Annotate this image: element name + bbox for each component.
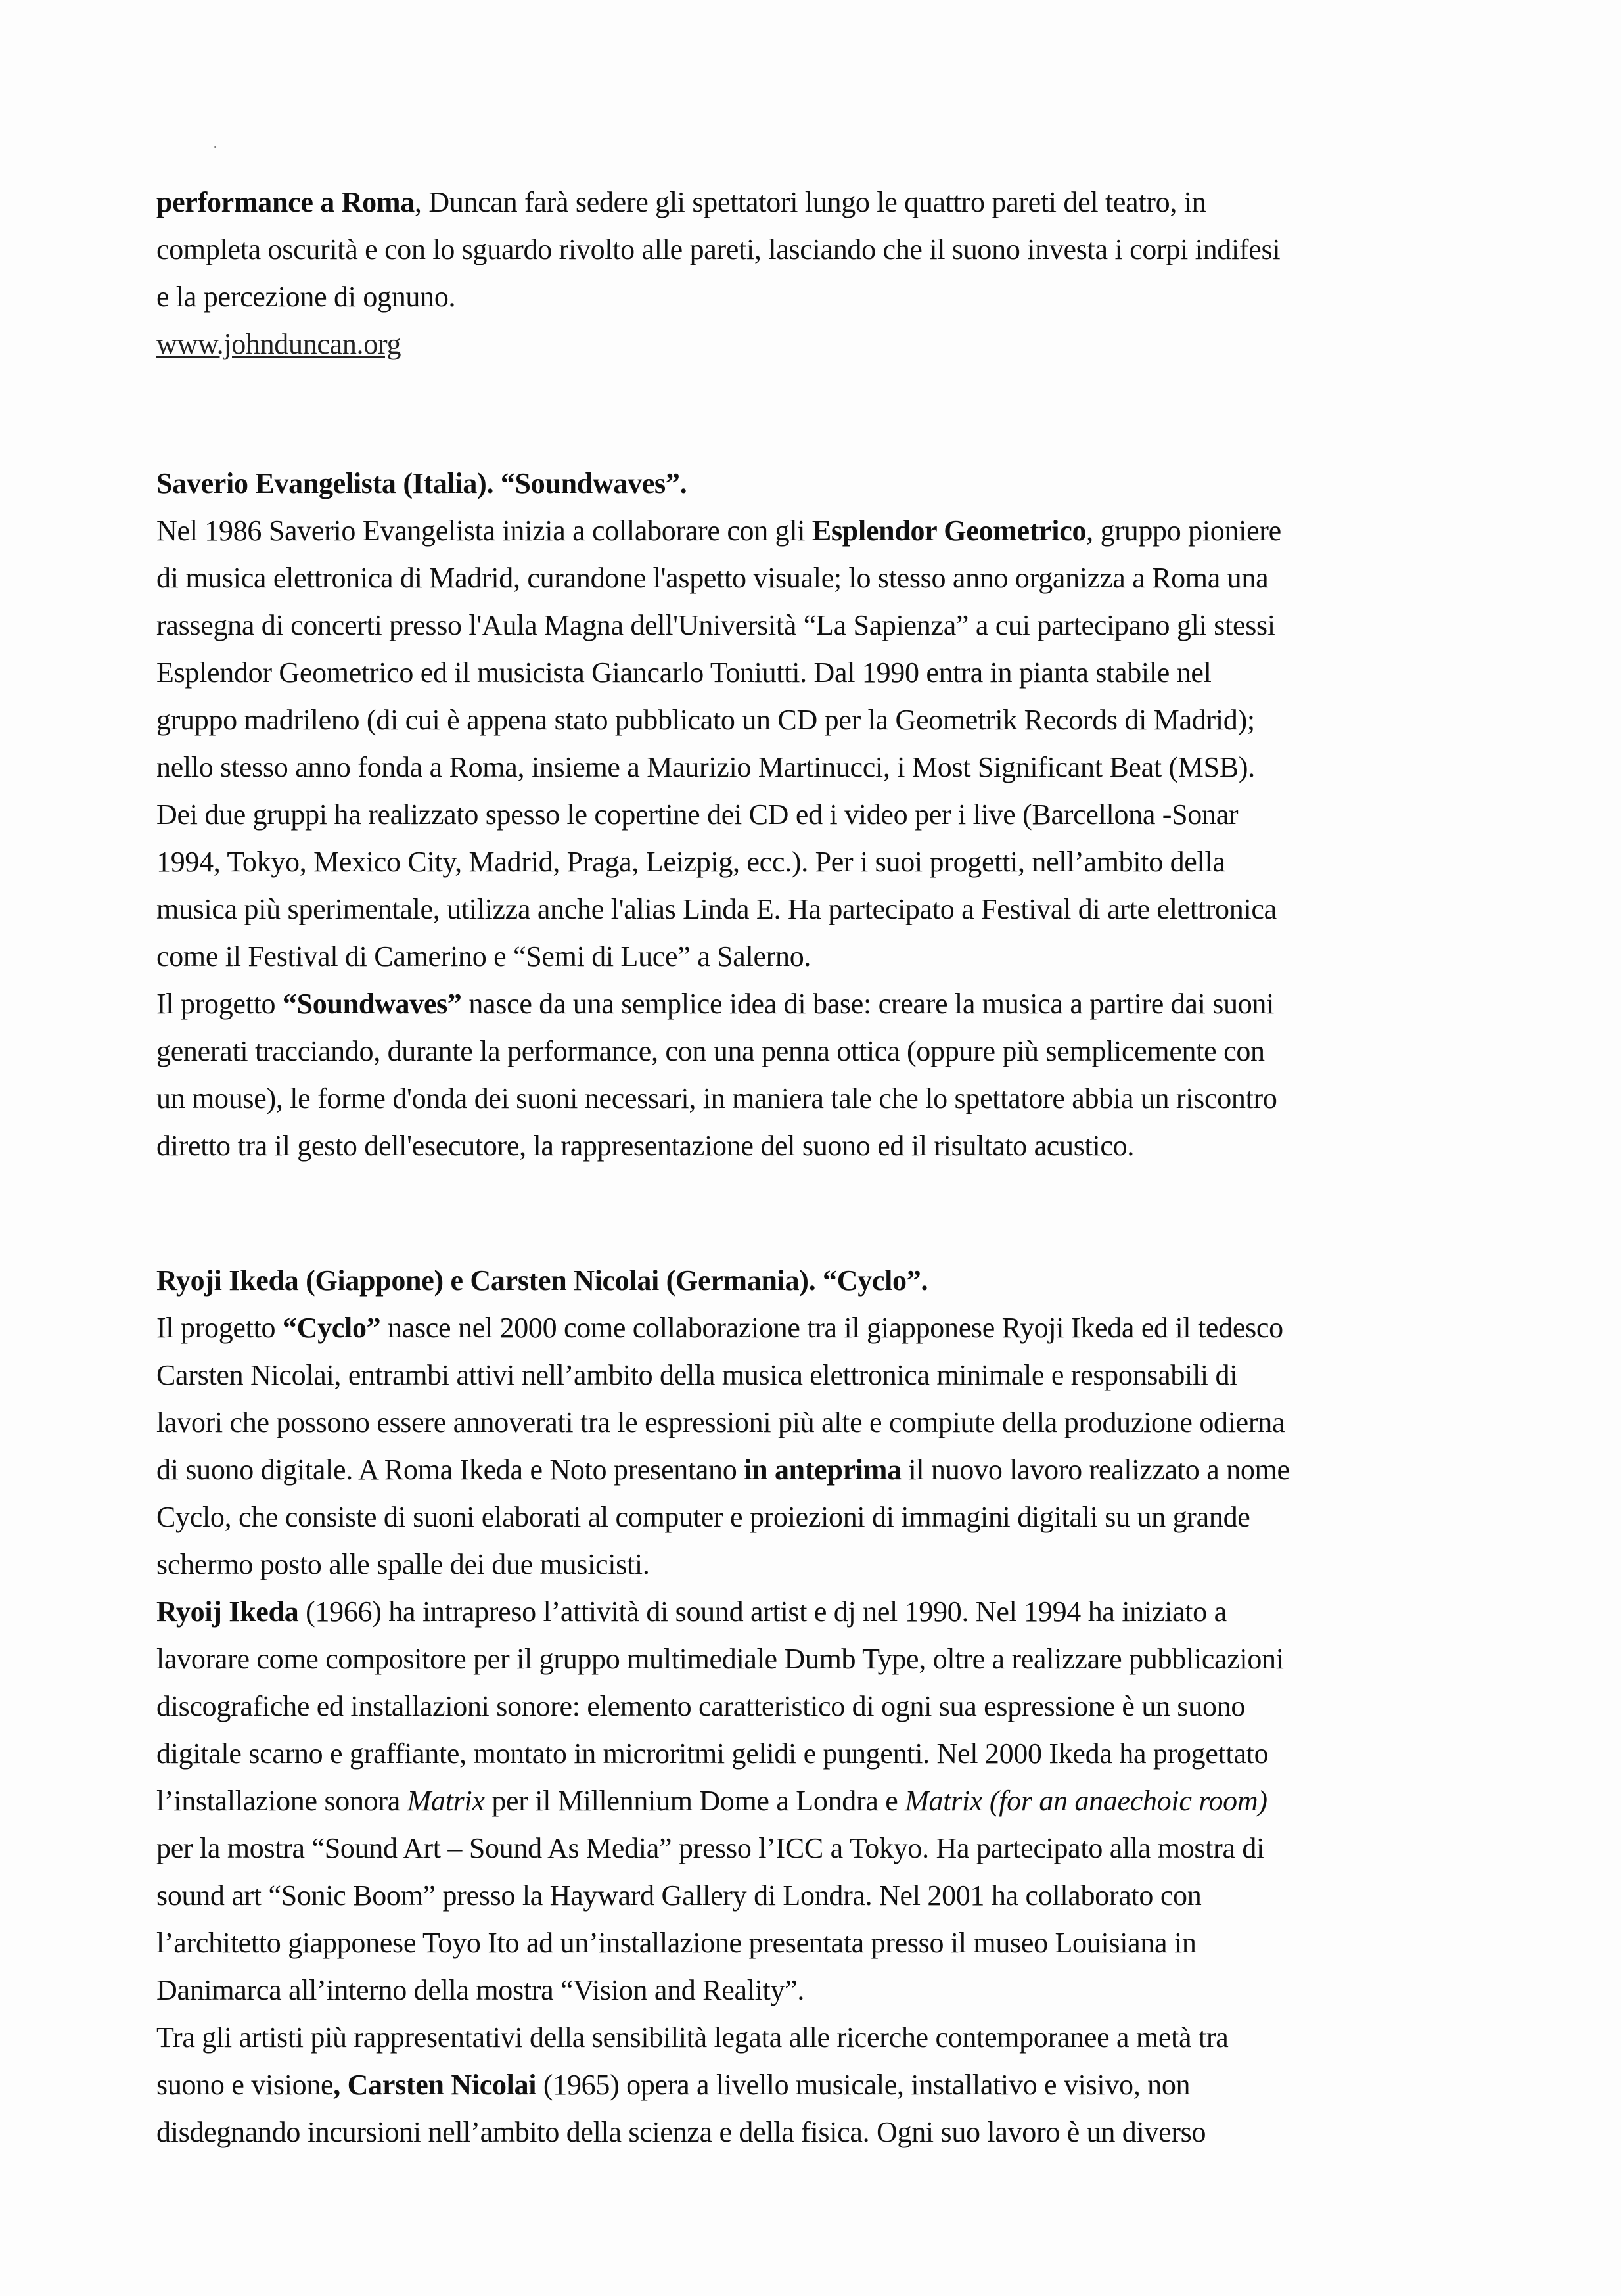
text-run: rassegna di concerti presso l'Aula Magna dell'Università “La Sapienza” a cui partecipano gli stessi: [156, 609, 1275, 641]
text-line: [156, 980, 1490, 1028]
text-line: [156, 179, 1490, 226]
text-run: completa oscurità e con lo sguardo rivolto alle pareti, lasciando che il suono investa i corpi indifesi: [156, 233, 1281, 265]
section-evangelista: [156, 460, 1490, 1170]
text-line: [156, 697, 1490, 744]
section-heading: Saverio Evangelista (Italia). “Soundwaves”.: [156, 467, 687, 499]
text-run: Esplendor Geometrico ed il musicista Giancarlo Toniutti. Dal 1990 entra in pianta stabile nel: [156, 656, 1212, 689]
text-line: [156, 1919, 1490, 1967]
text-line: [156, 1730, 1490, 1778]
text-line: [156, 1588, 1490, 1636]
text-line: [156, 649, 1490, 697]
text-line: [156, 2061, 1490, 2109]
text-line: [156, 1352, 1490, 1399]
text-line: [156, 507, 1490, 555]
text-run: Tra gli artisti più rappresentativi della sensibilità legata alle ricerche contemporanee a metà tra: [156, 2021, 1229, 2054]
text-line: [156, 933, 1490, 980]
text-run: nasce da una semplice idea di base: creare la musica a partire dai suoni: [461, 988, 1275, 1020]
text-line: [156, 791, 1490, 838]
text-run: per la mostra “Sound Art – Sound As Media” presso l’ICC a Tokyo. Ha partecipato alla mostra di: [156, 1832, 1265, 1864]
text-run: 1994, Tokyo, Mexico City, Madrid, Praga, Leizpig, ecc.). Per i suoi progetti, nell’ambito della: [156, 846, 1225, 878]
text-run: schermo posto alle spalle dei due musicisti.: [156, 1548, 650, 1580]
section-body: [156, 1304, 1490, 2156]
text-line: [156, 1399, 1490, 1446]
italic-text: Matrix: [407, 1785, 485, 1817]
text-run: e la percezione di ognuno.: [156, 281, 456, 313]
text-run: di suono digitale. A Roma Ikeda e Noto presentano: [156, 1454, 744, 1486]
text-run: suono e visione: [156, 2069, 334, 2101]
text-run: , Duncan farà sedere gli spettatori lungo le quattro pareti del teatro, in: [414, 186, 1206, 218]
text-line: [156, 2014, 1490, 2061]
text-run: lavorare come compositore per il gruppo multimediale Dumb Type, oltre a realizzare pubblicazioni: [156, 1643, 1284, 1675]
text-line: [156, 886, 1490, 933]
scan-speck: [214, 146, 216, 148]
text-line: [156, 744, 1490, 791]
intro-paragraph: [156, 179, 1490, 368]
text-run: Dei due gruppi ha realizzato spesso le copertine dei CD ed i video per i live (Barcellona -Sonar: [156, 798, 1239, 831]
text-line: [156, 1075, 1490, 1122]
text-run: nello stesso anno fonda a Roma, insieme a Maurizio Martinucci, i Most Significant Beat (MSB).: [156, 751, 1255, 783]
text-run: di musica elettronica di Madrid, curandone l'aspetto visuale; lo stesso anno organizza a Roma una: [156, 562, 1269, 594]
bold-text: Ryoij Ikeda: [156, 1596, 299, 1628]
text-line: [156, 2109, 1490, 2156]
text-run: l’installazione sonora: [156, 1785, 407, 1817]
italic-text: Matrix (for an anaechoic room): [905, 1785, 1267, 1817]
text-run: il nuovo lavoro realizzato a nome: [901, 1454, 1290, 1486]
text-run: diretto tra il gesto dell'esecutore, la rappresentazione del suono ed il risultato acustico.: [156, 1130, 1135, 1162]
text-run: , gruppo pioniere: [1086, 515, 1281, 547]
bold-text: , Carsten Nicolai: [333, 2069, 537, 2101]
text-line: [156, 1028, 1490, 1075]
text-run: Il progetto: [156, 1312, 283, 1344]
text-run: generati tracciando, durante la performance, con una penna ottica (oppure più semplicemente con: [156, 1035, 1265, 1067]
text-run: gruppo madrileno (di cui è appena stato pubblicato un CD per la Geometrik Records di Madrid);: [156, 704, 1255, 736]
text-run: per il Millennium Dome a Londra e: [484, 1785, 905, 1817]
text-run: sound art “Sonic Boom” presso la Hayward Gallery di Londra. Nel 2001 ha collaborato con: [156, 1879, 1202, 1912]
section-body: [156, 507, 1490, 1170]
text-line: [156, 226, 1490, 273]
text-line: [156, 1683, 1490, 1730]
intro-lines: [156, 179, 1490, 321]
text-line: [156, 1494, 1490, 1541]
text-run: Il progetto: [156, 988, 283, 1020]
text-line: [156, 555, 1490, 602]
text-run: disdegnando incursioni nell’ambito della scienza e della fisica. Ogni suo lavoro è un diverso: [156, 2116, 1206, 2148]
text-line: [156, 1636, 1490, 1683]
text-run: come il Festival di Camerino e “Semi di Luce” a Salerno.: [156, 940, 811, 973]
text-line: [156, 1778, 1490, 1825]
text-run: nasce nel 2000 come collaborazione tra il giapponese Ryoji Ikeda ed il tedesco: [380, 1312, 1283, 1344]
text-line: [156, 1446, 1490, 1494]
text-line: [156, 602, 1490, 649]
text-run: musica più sperimentale, utilizza anche l'alias Linda E. Ha partecipato a Festival di arte elettronica: [156, 893, 1277, 925]
text-line: [156, 1122, 1490, 1170]
text-run: Nel 1986 Saverio Evangelista inizia a collaborare con gli: [156, 515, 812, 547]
text-run: digitale scarno e graffiante, montato in microritmi gelidi e pungenti. Nel 2000 Ikeda ha progettato: [156, 1737, 1269, 1770]
bold-text: “Cyclo”: [282, 1312, 381, 1344]
text-run: Danimarca all’interno della mostra “Vision and Reality”.: [156, 1974, 805, 2006]
bold-text: “Soundwaves”: [282, 988, 462, 1020]
text-line: [156, 1967, 1490, 2014]
text-line: [156, 1541, 1490, 1588]
text-line: [156, 1872, 1490, 1919]
bold-text: Esplendor Geometrico: [811, 515, 1087, 547]
text-run: Cyclo, che consiste di suoni elaborati al computer e proiezioni di immagini digitali su un grande: [156, 1501, 1250, 1533]
text-run: un mouse), le forme d'onda dei suoni necessari, in maniera tale che lo spettatore abbia un riscontro: [156, 1082, 1277, 1114]
section-heading: Ryoji Ikeda (Giappone) e Carsten Nicolai (Germania). “Cyclo”.: [156, 1264, 928, 1297]
text-run: l’architetto giapponese Toyo Ito ad un’installazione presentata presso il museo Louisiana in: [156, 1927, 1197, 1959]
text-line: [156, 273, 1490, 321]
text-line: [156, 1304, 1490, 1352]
text-run: Carsten Nicolai, entrambi attivi nell’ambito della musica elettronica minimale e responsabili di: [156, 1359, 1238, 1391]
text-run: (1966) ha intrapreso l’attività di sound artist e dj nel 1990. Nel 1994 ha iniziato a: [298, 1596, 1227, 1628]
bold-text: performance a Roma: [156, 186, 415, 218]
text-line: [156, 1825, 1490, 1872]
johnduncan-link[interactable]: www.johnduncan.org: [156, 328, 401, 360]
section-ikeda-nicolai: [156, 1257, 1490, 2156]
text-run: lavori che possono essere annoverati tra le espressioni più alte e compiute della produzione odierna: [156, 1406, 1285, 1438]
text-line: [156, 838, 1490, 886]
text-run: (1965) opera a livello musicale, installativo e visivo, non: [536, 2069, 1191, 2101]
text-run: discografiche ed installazioni sonore: elemento caratteristico di ogni sua espressione è un suono: [156, 1690, 1246, 1722]
bold-text: in anteprima: [744, 1454, 902, 1486]
